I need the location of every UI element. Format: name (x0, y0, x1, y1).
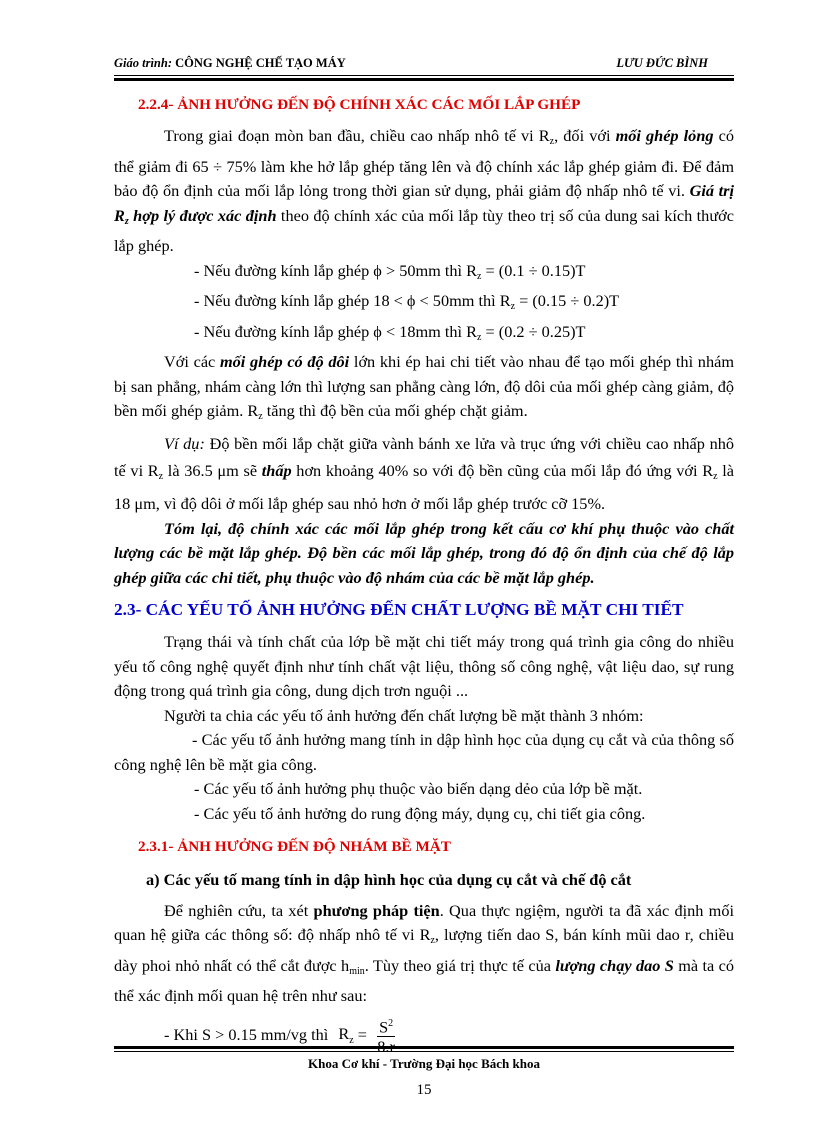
page-header (114, 52, 714, 74)
header-rule-thin (114, 75, 734, 76)
list-item: - Nếu đường kính lắp ghép ϕ > 50mm thì $R_z = (0.1 \div 0.15)T$ (194, 260, 586, 282)
page-number: 15 (416, 1082, 432, 1098)
footer-institution: Khoa Cơ khí - Trường Đại học Bách khoa (308, 1056, 540, 1071)
list-item: - Các yếu tố ảnh hưởng mang tính in dập hình học của dụng cụ cắt và của thông số công nghệ lên bề mặt gia công. (114, 730, 734, 774)
list-item: - Nếu đường kính lắp ghép ϕ < 18mm thì $R_z = (0.2 \div 0.25)T$ (194, 321, 586, 343)
list-item: - Các yếu tố ảnh hưởng do rung động máy, dụng cụ, chi tiết gia công. (194, 803, 646, 823)
header-author: LƯU ĐỨC BÌNH (616, 56, 708, 70)
page-content (114, 90, 734, 1057)
paragraph: Trạng thái và tính chất của lớp bề mặt chi tiết máy trong quá trình gia công do nhiều yếu tố công nghệ quyết định như tính chất vật liệu, thông số công nghệ, vật liệu dao, sự rung động trong quá trình gia công, dung dịch trơn nguội ... (114, 632, 734, 700)
header-rule-thick (114, 78, 734, 81)
summary-paragraph: Tóm lại, độ chính xác các mối lắp ghép trong kết cấu cơ khí phụ thuộc vào chất lượng các bề mặt lắp ghép. Độ bền các mối lắp ghép, trong đó độ ổn định của chế độ lắp ghép giữa các chi tiết, phụ thuộc vào độ nhám của các bề mặt lắp ghép. (114, 518, 734, 587)
paragraph: Người ta chia các yếu tố ảnh hưởng đến chất lượng bề mặt thành 3 nhóm: (164, 705, 644, 725)
fraction: $S^2$ (377, 1015, 395, 1057)
list-item: - Các yếu tố ảnh hưởng phụ thuộc vào biến dạng dẻo của lớp bề mặt. (194, 779, 643, 798)
header-left (114, 56, 346, 71)
formula-line: - Khi S > 0.15 mm/vg thì $R_z$ = $S^2$ (114, 1015, 734, 1057)
heading-2-2-4: 2.2.4- ẢNH HƯỞNG ĐẾN ĐỘ CHÍNH XÁC CÁC MỐI LẮP GHÉP (138, 96, 581, 113)
paragraph: Để nghiên cứu, ta xét phương pháp tiện. Qua thực ngiệm, người ta đã xác định mối quan hệ giữa các thông số: độ nhấp nhô tế vi $R_z$, lượng tiến dao S, bán kính mũi dao r, chiều dày phoi nhỏ nhất có thể cắt được $h_{min}$. Tùy theo giá trị thực tế của lượng chạy dao S mà ta có thể xác định mối quan hệ trên như sau: (114, 900, 735, 1005)
heading-2-3-1: 2.3.1- ẢNH HƯỞNG ĐẾN ĐỘ NHÁM BỀ MẶT (138, 838, 451, 855)
header-book-title: CÔNG NGHỆ CHẾ TẠO MÁY (175, 56, 346, 70)
paragraph: Trong giai đoạn mòn ban đầu, chiều cao nhấp nhô tế vi $R_z$, đối với mối ghép lỏng có thể giảm đi 65 ÷ 75% làm khe hở lắp ghép tăng lên và độ chính xác lắp ghép giảm đi. Để đảm bảo độ ổn định của mối lắp lỏng trong thời gian sử dụng, phải giảm độ nhấp nhô tế vi. Giá trị $R_z$ hợp lý được xác định theo độ chính xác của mối lắp tùy theo trị số của dung sai kích thước lắp ghép. (114, 126, 734, 255)
paragraph: Ví dụ: Độ bền mối lắp chặt giữa vành bánh xe lửa và trục ứng với chiều cao nhấp nhô tế vi $R_z$ là 36.5 μm sẽ thấp hơn khoảng 40% so với độ bền cũng của mối lắp đó ứng với $R_z$ là 18 μm, vì độ dôi ở mối lắp ghép sau nhỏ hơn ở mối lắp ghép trước cỡ 15%. (114, 433, 734, 513)
subheading-a: a) Các yếu tố mang tính in dập hình học của dụng cụ cắt và chế độ cắt (146, 870, 632, 889)
list-item: - Nếu đường kính lắp ghép 18 < ϕ < 50mm thì $R_z = (0.15 \div 0.2)T$ (194, 291, 620, 312)
footer-rule-thin (114, 1051, 734, 1052)
paragraph: Với các mối ghép có độ dôi lớn khi ép hai chi tiết vào nhau để tạo mối ghép thì nhám bị san phẳng, nhám càng lớn thì lượng san phẳng càng lớn, độ dôi của mối ghép càng giảm, độ bền mối ghép giảm. $R_z$ tăng thì độ bền của mối ghép chặt giảm. (114, 352, 734, 422)
header-prefix: Giáo trình: (114, 56, 176, 70)
heading-2-3: 2.3- CÁC YẾU TỐ ẢNH HƯỞNG ĐẾN CHẤT LƯỢNG BỀ MẶT CHI TIẾT (114, 600, 684, 619)
footer-rule-thick (114, 1046, 734, 1049)
